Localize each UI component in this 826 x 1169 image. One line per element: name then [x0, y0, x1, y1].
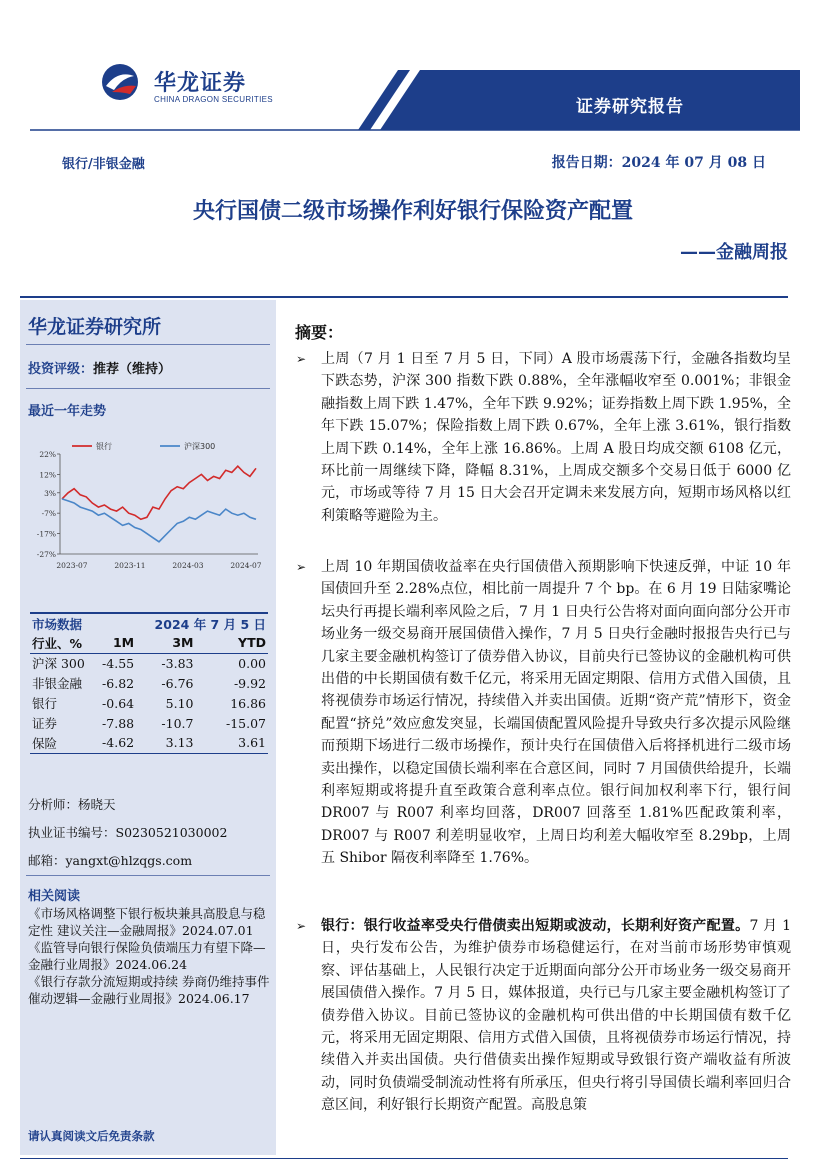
table-cell: -3.83 — [161, 655, 194, 671]
related-reading-label: 相关阅读 — [28, 889, 81, 904]
y-tick-label: 12% — [39, 470, 56, 480]
x-tick-label: 2024-03 — [172, 561, 204, 570]
column-header: 3M — [136, 633, 195, 653]
table-cell: -6.82 — [102, 675, 135, 691]
paragraph-text: 7 月 1 日，央行发布公告，为维护债券市场稳健运行，在对当前市场形势审慎观察、评估基础上，人民银行决定于近期面向部分公开市场业务一级交易商开展国债借入操作。7 月 5 日，媒体报道，央行已与几家主要金融机构签订了债券借入协议。目前已签协议的金融机构可供出借的中长期国债有数千亿元，将采用无固定期限、信用方式借入国债，且将视债券市场运行情况，持续借入并卖出国债。央行借债卖出操作短期或导致银行资产端收益有所波动，同时负债端受制流动性将有所承压，但央行将引导国债长端利率回归合意区间，利好银行长期资产配置。高股息策 — [321, 918, 791, 1114]
y-tick-label: 3% — [44, 488, 56, 498]
dragon-logo-icon — [100, 62, 140, 102]
y-tick-label: -7% — [41, 509, 56, 519]
market-data-table — [30, 612, 268, 754]
table-cell: -4.62 — [95, 733, 136, 753]
divider — [26, 344, 270, 345]
divider — [26, 388, 270, 389]
rating-value: 推荐（维持） — [93, 362, 172, 377]
trend-label: 最近一年走势 — [28, 404, 107, 419]
y-tick-label: -17% — [36, 529, 56, 539]
page-title: 央行国债二级市场操作利好银行保险资产配置 — [192, 199, 633, 224]
y-tick-label: -27% — [36, 550, 56, 559]
table-cell: 保险 — [30, 733, 95, 753]
page-subtitle: ——金融周报 — [680, 242, 788, 263]
paragraph-text: 上周 10 年期国债收益率在央行国债借入预期影响下快速反弹，中证 10 年国债回升至 2.28%点位，相比前一周提升 7 个 bp。在 6 月 19 日陆家嘴论坛央行再提长端利率风险之后，7 月 1 日央行公告将对面向面向部分公开市场业务一级交易商开展国债借入操作，7 月 5 日央行金融时报报告央行已与几家主要金融机构签订了债券借入协议，目前央行已签协议的金融机构可供出借的中长期国债有数千亿元，将采用无固定期限、信用方式借入国债，且将视债券市场运行情况，持续借入并卖出国债。近期“资产荒”情形下，资金配置“挤兑”效应愈发突显，长端国债配置风险提升导致央行多次提示风险继而预期下场进行二级市场操作，预计央行在国债借入后将择机进行二级市场卖出操作，以稳定国债长端利率在合意区间，同时 7 月国债供给提升，长端利率短期或将提升直至政策合意利率点位。银行间加权利率下行，银行间 DR007 与 R007 利率均回落，DR007 回落至 1.81%匹配政策利率，DR007 与 R007 利差明显收窄，上周日均利差大幅收窄至 8.29bp，上周五 Shibor 隔夜利率降至 1.76%。 — [321, 559, 791, 867]
paragraph-lead: 银行：银行收益率受央行借债卖出短期或波动，长期利好资产配置。 — [321, 918, 750, 934]
brand-name-en: CHINA DRAGON SECURITIES — [154, 95, 273, 104]
trend-chart — [26, 440, 266, 580]
table-cell: -15.07 — [225, 715, 266, 731]
column-header: 行业、% — [30, 633, 95, 653]
analyst-email: 邮箱：yangxt@hlzqgs.com — [28, 853, 193, 868]
table-cell: -9.92 — [233, 675, 266, 691]
analyst-name: 分析师：杨晓天 — [28, 797, 116, 812]
related-reading-item[interactable]: 《银行存款分流短期或持续 券商仍维持事件催动逻辑—金融行业周报》2024.06.17 — [28, 974, 270, 1006]
related-reading-item[interactable]: 《监管导向银行保险负债端压力有望下降—金融行业周报》2024.06.24 — [28, 940, 266, 972]
table-cell: 沪深 300 — [32, 656, 85, 672]
table-cell: -0.64 — [102, 695, 135, 711]
x-tick-label: 2023-11 — [114, 561, 146, 570]
abstract-paragraph — [321, 348, 791, 527]
table-cell: 16.86 — [230, 695, 266, 711]
bullet-arrow-icon: ➢ — [296, 352, 307, 366]
y-tick-label: 22% — [39, 450, 56, 459]
abstract-paragraph — [321, 556, 791, 870]
column-header: YTD — [195, 633, 268, 653]
x-tick-label: 2023-07 — [56, 561, 88, 570]
bullet-arrow-icon: ➢ — [296, 919, 307, 933]
sidebar — [20, 300, 276, 1155]
analyst-license: 执业证书编号：S0230521030002 — [28, 825, 228, 840]
table-cell: -6.76 — [161, 675, 194, 691]
table-cell: 5.10 — [165, 695, 194, 711]
divider — [20, 296, 788, 298]
table-row — [30, 693, 268, 713]
investment-rating — [28, 358, 171, 377]
table-cell: 3.13 — [136, 733, 195, 753]
divider — [26, 875, 270, 876]
paragraph-text: 上周（7 月 1 日至 7 月 5 日，下同）A 股市场震荡下行，金融各指数均呈下跌态势，沪深 300 指数下跌 0.88%，全年涨幅收窄至 0.001%；非银金融指数上周下跌 1.47%，全年下跌 9.92%；证券指数上周下跌 1.95%，全年下跌 15.07%；保险指数上周下跌 0.67%，全年上涨 3.61%，银行指数上周下跌 0.14%，全年上涨 16.86%。上周 A 股日均成交额 6108 亿元，环比前一周继续下降，降幅 8.31%，上周成交额多个交易日低于 6000 亿元，市场或等待 7 月 15 日大会召开定调未来发展方向，短期市场风格以红利策略等避险为主。 — [321, 351, 791, 524]
table-cell: 非银金融 — [32, 676, 83, 691]
table-row — [30, 713, 268, 733]
report-type: 证券研究报告 — [576, 97, 684, 117]
related-reading-item[interactable]: 《市场风格调整下银行板块兼具高股息与稳定性 建议关注—金融周报》2024.07.01 — [28, 906, 266, 938]
table-cell: -10.7 — [161, 715, 194, 731]
column-header: 1M — [95, 633, 136, 653]
table-row — [30, 673, 268, 693]
x-tick-label: 2024-07 — [230, 561, 262, 570]
industry-label: 银行/非银金融 — [62, 157, 145, 172]
table-cell: -4.55 — [102, 655, 135, 671]
bullet-arrow-icon: ➢ — [296, 560, 307, 574]
disclaimer: 请认真阅读文后免责条款 — [28, 1129, 155, 1143]
abstract-label: 摘要： — [295, 323, 344, 342]
table-title: 市场数据 — [30, 613, 136, 633]
table-row — [30, 733, 268, 753]
institute-name: 华龙证券研究所 — [28, 316, 162, 338]
table-cell: -7.88 — [102, 715, 135, 731]
abstract-paragraph — [321, 915, 791, 1117]
table-date: 2024 年 7 月 5 日 — [136, 613, 268, 633]
report-date: 报告日期：2024 年 07 月 08 日 — [551, 155, 766, 171]
brand-name: 华龙证券 — [154, 71, 247, 96]
table-header-row — [30, 633, 268, 653]
divider — [20, 1158, 788, 1159]
table-cell: 证券 — [32, 716, 58, 731]
related-reading-list — [28, 905, 270, 1007]
legend-label: 沪深300 — [184, 442, 216, 451]
series-line-csi300 — [62, 499, 256, 542]
table-cell: 银行 — [32, 696, 58, 711]
table-title-row — [30, 613, 268, 633]
table-cell: 3.61 — [195, 733, 268, 753]
table-row — [30, 653, 268, 673]
legend-label: 银行 — [96, 442, 112, 451]
rating-label: 投资评级： — [28, 362, 94, 377]
table-cell: 0.00 — [238, 655, 266, 671]
